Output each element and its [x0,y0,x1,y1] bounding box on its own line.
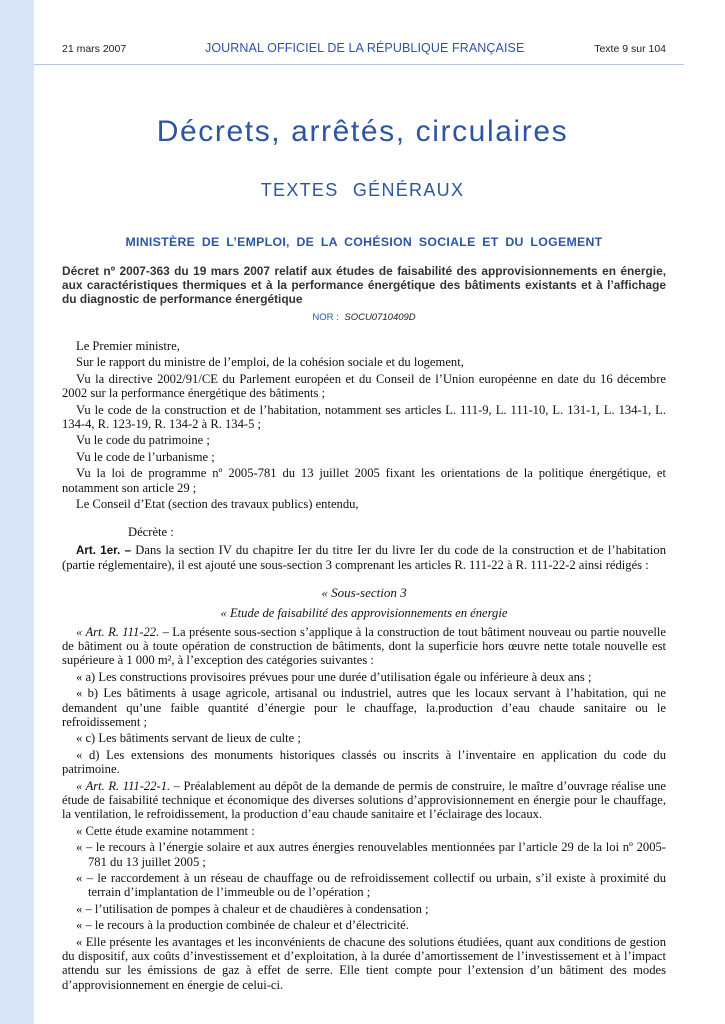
list-item: « a) Les constructions provisoires prévues pour une durée d’utilisation égale ou inférieure à deux ans ; [76,669,592,684]
list-item: « – le raccordement à un réseau de chauffage ou de refroidissement collectif ou urbain, s’il existe à proximité du terrain d’implantation de l’immeuble ou de l’opération ; [76,871,666,900]
visa-line: Vu la directive 2002/91/CE du Parlement européen et du Conseil de l’Union européenne en date du 16 décembre 2002 sur la performance énergétique des bâtiments ; [62,371,666,401]
ministry-heading: MINISTÈRE DE L’EMPLOI, DE LA COHÉSION SOCIALE ET DU LOGEMENT [125,235,603,249]
header-date: 21 mars 2007 [62,43,127,55]
nor-label: NOR : [312,312,339,323]
header-journal-title: JOURNAL OFFICIEL DE LA RÉPUBLIQUE FRANÇAISE [205,41,525,55]
header-divider [34,64,684,65]
article-1 [62,543,666,573]
page-title: Décrets, arrêtés, circulaires [156,115,569,148]
list-item: « c) Les bâtiments servant de lieux de culte ; [76,731,301,746]
decree-title: Décret nº 2007-363 du 19 mars 2007 relatif aux études de faisabilité des approvisionnements en énergie, aux caractéristiques thermiques et à la performance énergétique des bâtiments existants et à l’affichage du diagnostic de performance énergétique [62,264,666,306]
article-r111-22-1 [62,779,666,822]
article-1-label: Art. 1er. – [76,543,132,557]
decree-body [62,339,666,994]
visa-line: Vu le code de la construction et de l’habitation, notamment ses articles L. 111-9, L. 111-10, L. 131-1, L. 134-1, L. 134-4, R. 123-19, R. 134-2 à R. 134-5 ; [62,402,666,432]
article-r111-22-ref: « Art. R. 111-22. [76,624,160,639]
decrete-line: Décrète : [128,525,174,540]
list-item: « b) Les bâtiments à usage agricole, artisanal ou industriel, autres que les locaux servant à l’habitation, qui ne demandent qu’une faible quantité d’énergie pour le chauffage, la.production d’eau chaude sanitaire ou le refroidissement ; [62,686,666,729]
article-1-text: Dans la section IV du chapitre Ier du titre Ier du livre Ier du code de la construction et de l’habitation (partie réglementaire), il est ajouté une sous-section 3 comprenant les articles R. 111-22 à R. 111-22-2 ainsi rédigés : [62,542,666,573]
nor-code: SOCU0710409D [344,312,416,323]
left-margin-band [0,0,34,1024]
article-r111-22-text: – La présente sous-section s’applique à la construction de tout bâtiment nouveau ou partie nouvelle de bâtiment ou à toute opération de construction de bâtiments, dont la superficie hors œuvre nette totale nouvelle est supérieure à 1 000 m², à l’exception des catégories suivantes : [62,624,666,668]
article-r111-22-1-text: – Préalablement au dépôt de la demande de permis de construire, le maître d’ouvrage réalise une étude de faisabilité technique et économique des diverses solutions d’approvisionnement en énergie pour le chauffage, la ventilation, le refroidissement, la production d’eau chaude sanitaire et l’éclairage des locaux. [62,778,666,822]
article-r111-22 [62,625,666,668]
list-item: « – le recours à l’énergie solaire et aux autres énergies renouvelables mentionnées par l’article 29 de la loi nº 2005-781 du 13 juillet 2005 ; [76,840,666,869]
list-item: « – l’utilisation de pompes à chaleur et de chaudières à condensation ; [76,901,429,916]
list-item: « d) Les extensions des monuments historiques classés ou inscrits à l’inventaire en application du code du patrimoine. [62,747,666,777]
visa-line: Vu le code du patrimoine ; [76,433,210,448]
visa-line: Le Conseil d’Etat (section des travaux publics) entendu, [76,497,359,512]
section-title: TEXTES GÉNÉRAUX [260,180,465,200]
header-page-number: Texte 9 sur 104 [594,43,666,55]
visa-line: Le Premier ministre, [76,339,180,353]
subsection-title: « Etude de faisabilité des approvisionnements en énergie [220,606,508,621]
page-header [62,40,666,60]
visa-line: Vu le code de l’urbanisme ; [76,449,215,464]
visa-line: Vu la loi de programme nº 2005-781 du 13 juillet 2005 fixant les orientations de la politique énergétique, et notamment son article 29 ; [62,466,666,495]
nor-reference [62,312,666,323]
visa-line: Sur le rapport du ministre de l’emploi, de la cohésion sociale et du logement, [76,355,464,370]
subsection-heading: « Sous-section 3 [321,584,407,600]
article-r111-22-1-ref: « Art. R. 111-22-1. [76,778,171,793]
study-closing: « Elle présente les avantages et les inconvénients de chacune des solutions étudiées, quant aux conditions de gestion du dispositif, aux coûts d’investissement et d’exploitation, à la durée d’amortissement de l’investissement et à l’impact attendu sur les émissions de gaz à effet de serre. Elle tient compte pour l’extension d’un bâtiment des modes d’approvisionnement en énergie de celui-ci. [62,934,666,992]
list-item: « – le recours à la production combinée de chaleur et d’électricité. [76,918,409,933]
study-intro: « Cette étude examine notamment : [76,823,255,838]
